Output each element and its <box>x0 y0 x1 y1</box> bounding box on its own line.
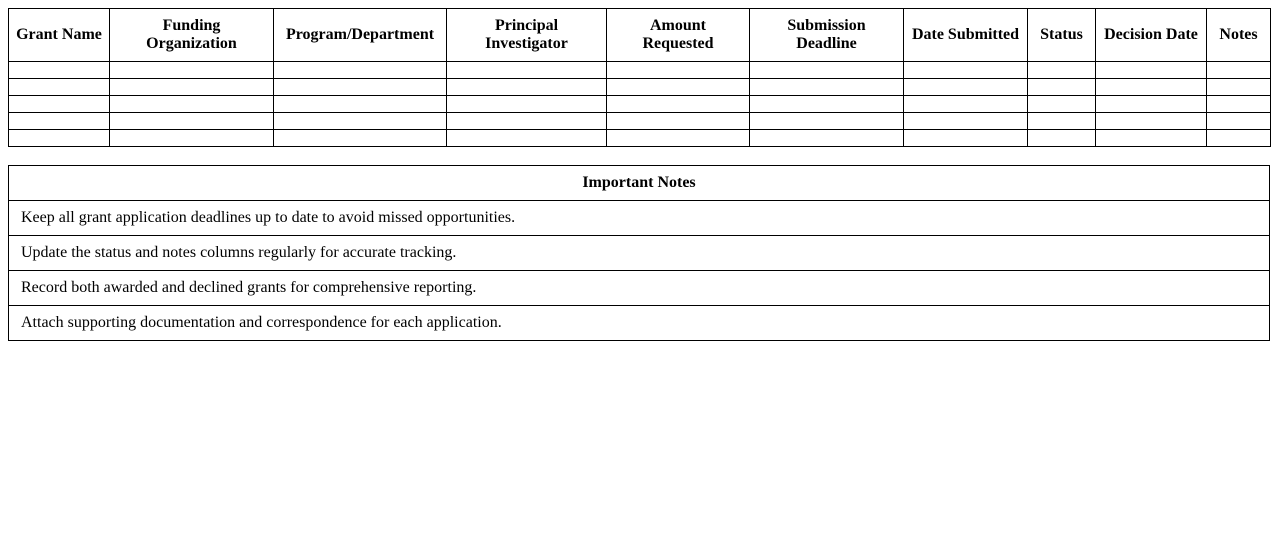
list-item <box>9 201 1270 236</box>
grant-tracker-table <box>8 8 1271 147</box>
header-principal-investigator: Principal Investigator <box>447 9 607 62</box>
table-cell[interactable] <box>750 113 904 130</box>
table-cell[interactable] <box>1096 62 1207 79</box>
table-cell[interactable] <box>750 62 904 79</box>
table-cell[interactable] <box>447 130 607 147</box>
table-cell[interactable] <box>1207 79 1271 96</box>
note-text: Keep all grant application deadlines up to date to avoid missed opportunities. <box>9 201 1270 236</box>
table-cell[interactable] <box>9 113 110 130</box>
table-cell[interactable] <box>274 130 447 147</box>
table-cell[interactable] <box>607 79 750 96</box>
table-row <box>9 62 1271 79</box>
table-cell[interactable] <box>750 96 904 113</box>
list-item <box>9 306 1270 341</box>
table-cell[interactable] <box>447 96 607 113</box>
table-cell[interactable] <box>904 79 1028 96</box>
table-header-row <box>9 9 1271 62</box>
table-cell[interactable] <box>1207 130 1271 147</box>
note-text: Attach supporting documentation and correspondence for each application. <box>9 306 1270 341</box>
table-cell[interactable] <box>110 79 274 96</box>
table-cell[interactable] <box>607 62 750 79</box>
table-cell[interactable] <box>904 96 1028 113</box>
table-cell[interactable] <box>904 130 1028 147</box>
table-cell[interactable] <box>9 62 110 79</box>
table-cell[interactable] <box>1096 96 1207 113</box>
table-row <box>9 130 1271 147</box>
header-submission-deadline: Submission Deadline <box>750 9 904 62</box>
header-funding-organization: Funding Organization <box>110 9 274 62</box>
list-item <box>9 236 1270 271</box>
table-cell[interactable] <box>110 96 274 113</box>
table-cell[interactable] <box>1207 96 1271 113</box>
note-text: Update the status and notes columns regularly for accurate tracking. <box>9 236 1270 271</box>
table-row <box>9 113 1271 130</box>
header-amount-requested: Amount Requested <box>607 9 750 62</box>
table-cell[interactable] <box>607 113 750 130</box>
header-notes: Notes <box>1207 9 1271 62</box>
table-cell[interactable] <box>447 79 607 96</box>
header-status: Status <box>1028 9 1096 62</box>
table-cell[interactable] <box>274 79 447 96</box>
table-cell[interactable] <box>274 62 447 79</box>
table-cell[interactable] <box>1096 79 1207 96</box>
table-cell[interactable] <box>447 62 607 79</box>
table-cell[interactable] <box>9 130 110 147</box>
table-cell[interactable] <box>110 62 274 79</box>
table-cell[interactable] <box>110 130 274 147</box>
table-cell[interactable] <box>1096 113 1207 130</box>
table-cell[interactable] <box>1096 130 1207 147</box>
table-row <box>9 79 1271 96</box>
notes-header-row <box>9 166 1270 201</box>
list-item <box>9 271 1270 306</box>
header-grant-name: Grant Name <box>9 9 110 62</box>
table-row <box>9 96 1271 113</box>
table-cell[interactable] <box>607 96 750 113</box>
table-cell[interactable] <box>1207 62 1271 79</box>
table-cell[interactable] <box>1028 96 1096 113</box>
table-cell[interactable] <box>110 113 274 130</box>
table-cell[interactable] <box>1207 113 1271 130</box>
table-cell[interactable] <box>1028 62 1096 79</box>
table-cell[interactable] <box>904 113 1028 130</box>
table-cell[interactable] <box>274 96 447 113</box>
table-cell[interactable] <box>274 113 447 130</box>
notes-title: Important Notes <box>9 166 1270 201</box>
table-cell[interactable] <box>1028 113 1096 130</box>
table-cell[interactable] <box>9 79 110 96</box>
note-text: Record both awarded and declined grants for comprehensive reporting. <box>9 271 1270 306</box>
important-notes-table <box>8 165 1270 341</box>
table-cell[interactable] <box>447 113 607 130</box>
table-cell[interactable] <box>904 62 1028 79</box>
header-decision-date: Decision Date <box>1096 9 1207 62</box>
table-cell[interactable] <box>607 130 750 147</box>
table-cell[interactable] <box>9 96 110 113</box>
table-cell[interactable] <box>750 130 904 147</box>
page-content <box>8 8 1270 341</box>
table-cell[interactable] <box>1028 130 1096 147</box>
header-date-submitted: Date Submitted <box>904 9 1028 62</box>
header-program-department: Program/Department <box>274 9 447 62</box>
table-cell[interactable] <box>750 79 904 96</box>
table-cell[interactable] <box>1028 79 1096 96</box>
